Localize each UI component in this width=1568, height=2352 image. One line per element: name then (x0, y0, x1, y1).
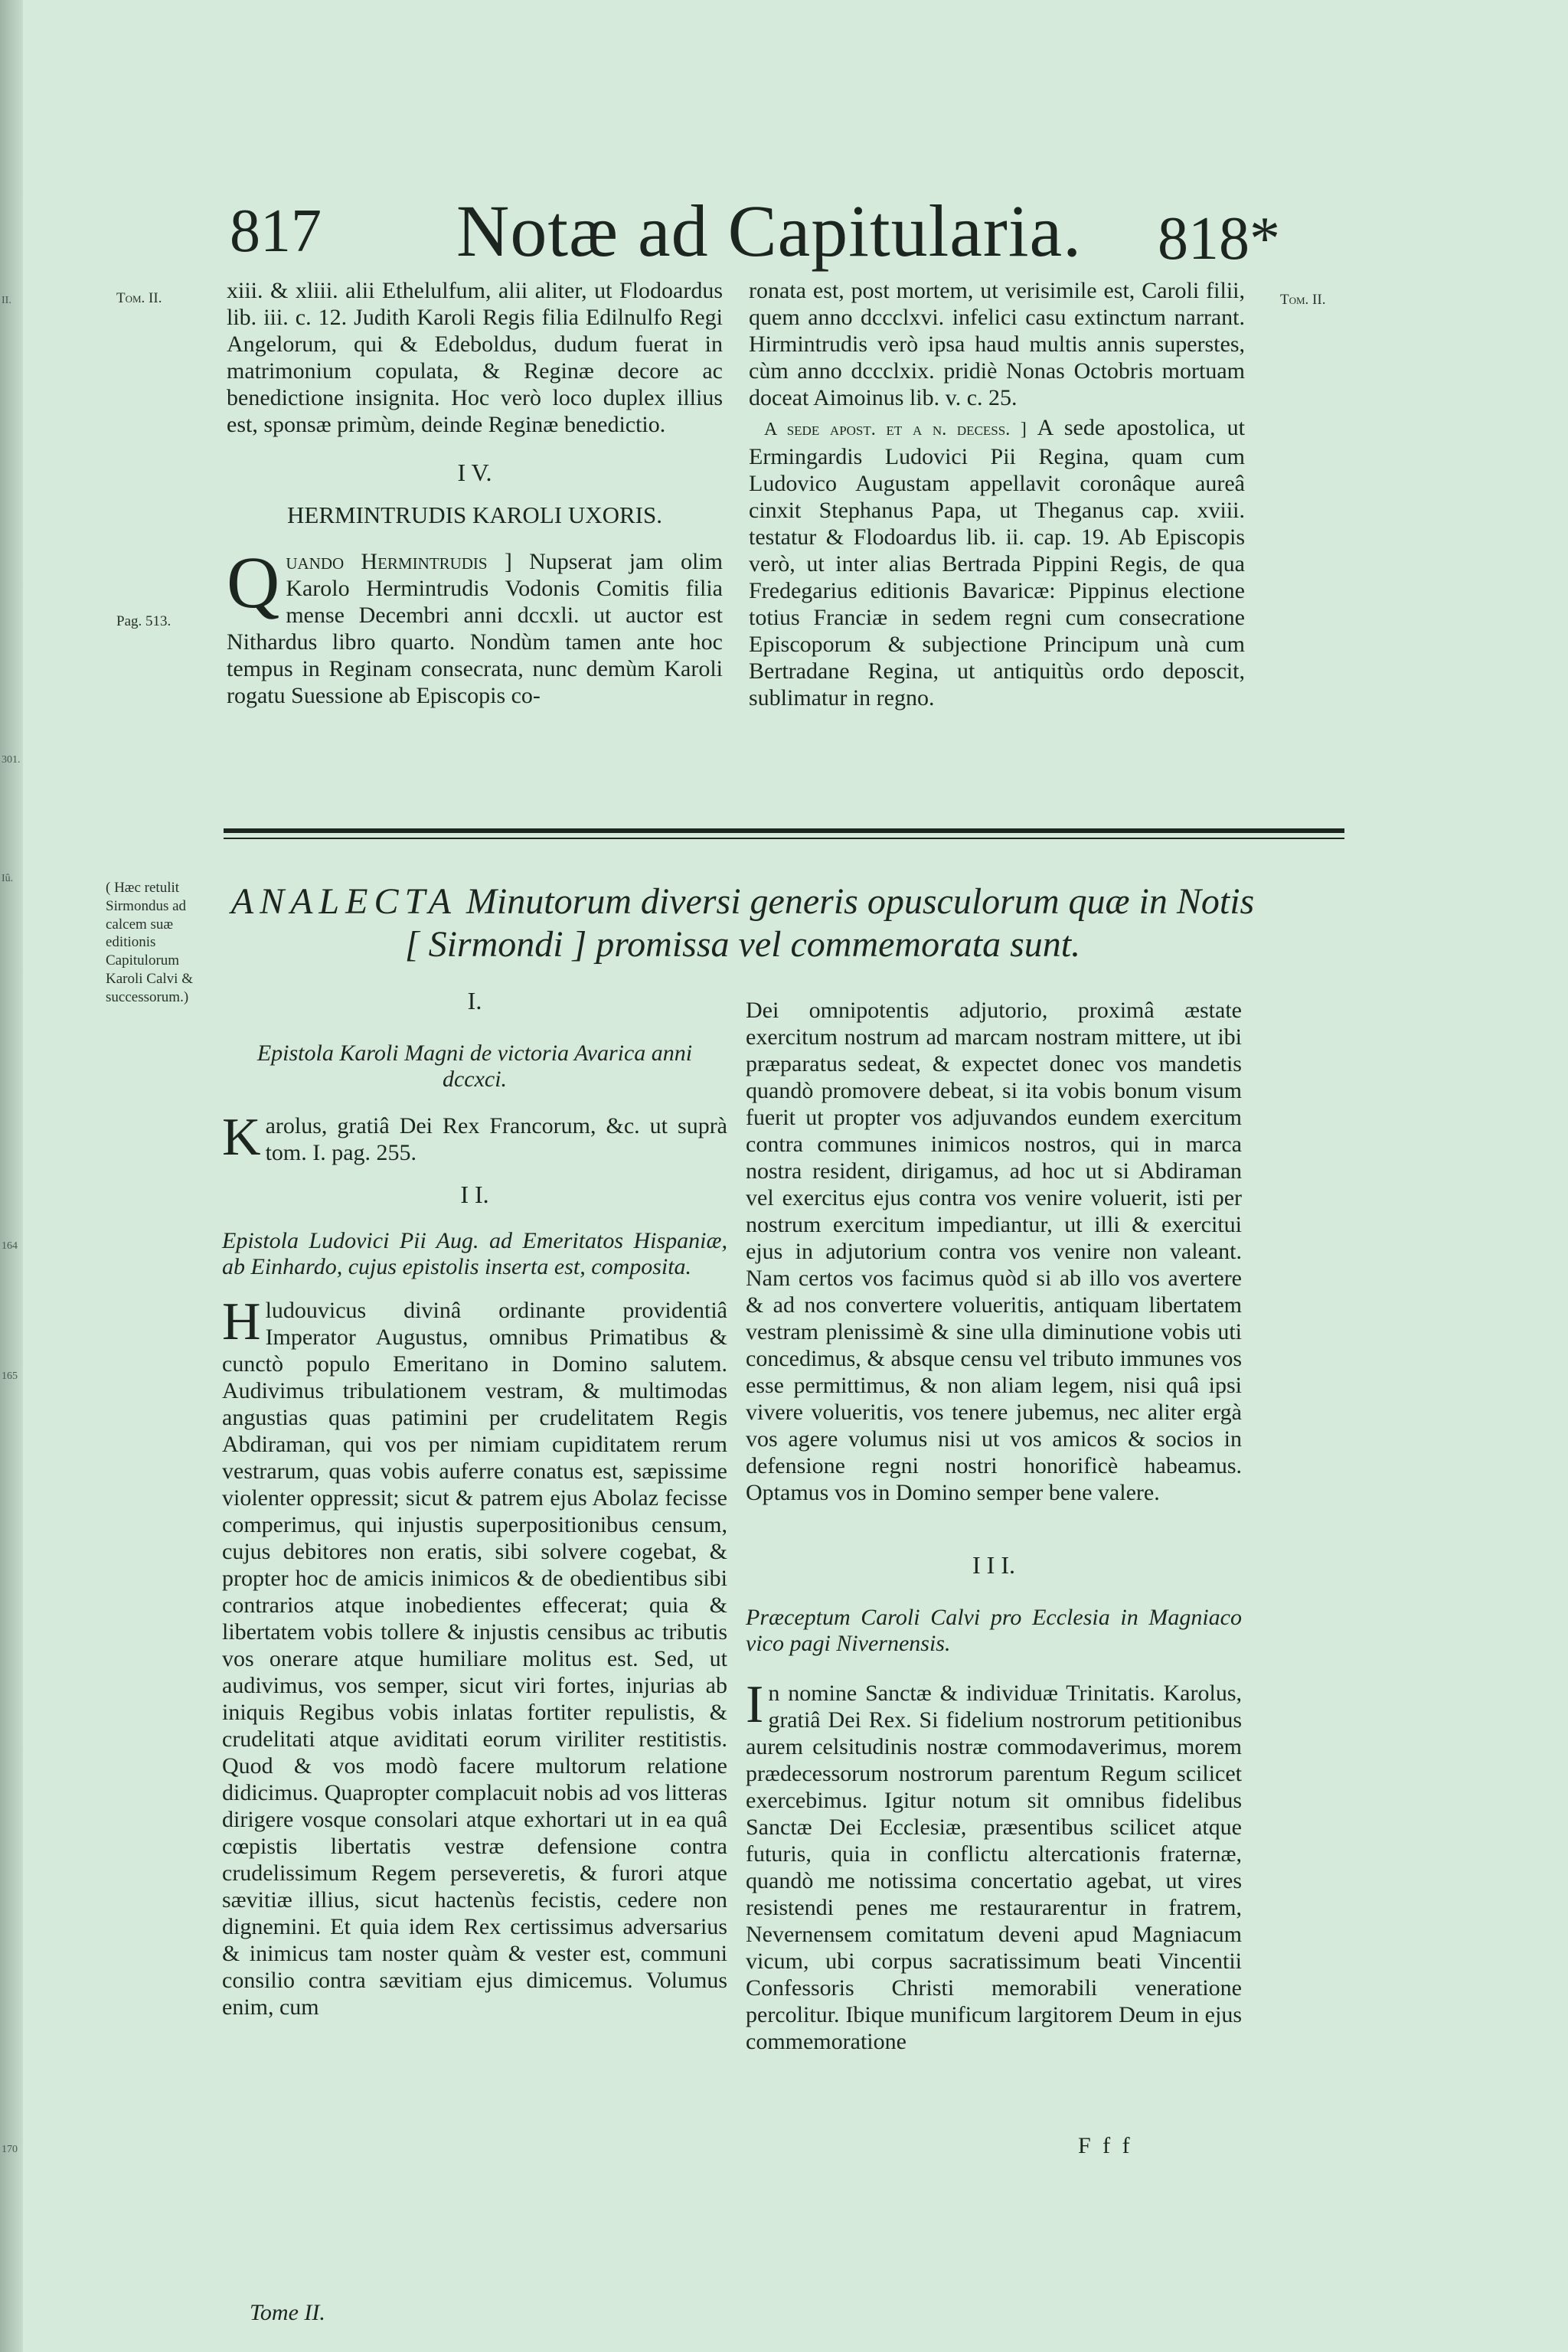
page-number-left: 817 (230, 198, 322, 265)
gutter-mark: 170 (2, 2144, 18, 2155)
footer-volume: Tome II. (250, 2300, 325, 2325)
margin-note: ( Hæc retulit Sirmondus ad calcem suæ editionis Capitulorum Karoli Calvi & successorum.) (106, 880, 193, 1005)
analecta-line1: Minutorum diversi generis opusculorum quæ in Notis (456, 881, 1255, 922)
lemma: uando Hermintrudis ] (286, 549, 530, 574)
paragraph-text: n nomine Sanctæ & individuæ Trinitatis. Karolus, gratiâ Dei Rex. Si fidelium nostrorum petitionibus aurem celsitudinis nostræ commodaverimus, morem prædecessorum nostrorum parentum Regum scilicet exercebimus. Igitur notum sit omnibus fidelibus Sanctæ Dei Ecclesiæ, præsentibus scilicet atque futuris, quia in conflictu altercationis fraternæ, quandò me notissima concertatio agebat, ut vires resistendi penes me restaurarentur in fratrem, Nevernensem comitatum deveni apud Magniacum vicum, ubi corpus sacratissimum beati Vincentii Confessoris Christi memorabili veneratione percolitur. Ibique munificum largitorem Deum in ejus commemoratione (746, 1681, 1242, 2054)
section-number: I I. (460, 1181, 489, 1208)
top-left-column (227, 277, 723, 709)
margin-tom-left: Tom. II. (116, 290, 162, 306)
section-number: I I I. (972, 1551, 1015, 1579)
page-title: Notæ ad Capitularia. (456, 190, 1083, 272)
paragraph-text: A sede apostolica, ut Ermingardis Ludovici Pii Regina, quam cum Ludovico Augustam appellavit coronâque aureâ cinxit Stephanus Papa, ut Theganus cap. xviii. testatur & Flodoardus lib. ii. cap. 19. Ab Episcopis verò, ut inter alias Bertrada Pippini Regis, de qua Fredegarius editionis Bavaricæ: Pippinus electione totius Franciæ in sedem regni cum consecratione Episcoporum & subjectione Principum unà cum Bertradane Regina, ut antiquitùs ordo deposcit, sublimatur in regno. (749, 415, 1245, 710)
bottom-right-column (746, 997, 1242, 2055)
section-number: I. (467, 987, 482, 1014)
margin-tom-right: Tom. II. (1280, 292, 1326, 308)
gutter-mark: 165 (2, 1370, 18, 1382)
paragraph-text: arolus, gratiâ Dei Rex Francorum, &c. ut suprà tom. I. pag. 255. (265, 1113, 727, 1165)
paragraph: Dei omnipotentis adjutorio, proximâ æstate exercitum nostrum ad marcam nostram mittere, ut ibi præparatus sedeat, & expectet donec vos mandetis quandò promovere debeat, si ita vobis bonum visum fuerit ut propter vos adjuvandos eundem exercitum contra communes inimicos nostros, qui in marca nostra resident, dirigamus, ad hoc ut si Abdiraman vel exercitus ejus contra vos venire voluerit, isti per nostrum exercitum impediantur, ut illi & exercitui ejus in adjutorium contra vos venire non valeant. Nam certos vos facimus quòd si ab illo vos avertere & ad nos convertere volueritis, antiquam libertatem vestram plenissimè & sine ulla diminutione vobis uti concedimus, & absque censu vel tributo immunes vos esse permittimus, & non aliam legem, nisi quâ ipsi vivere volueritis, vos tenere jubemus, nec aliter ergà vos agere volumus nisi ut vos amicos & socios in defensione regni nostri honorificè habeamus. Optamus vos in Domino semper bene valere. (746, 998, 1242, 1505)
footer-signature: F f f (1078, 2133, 1133, 2158)
drop-cap: Q (227, 541, 280, 623)
paragraph-text: Nupserat jam olim Karolo Hermintrudis Vodonis Comitis filia mense Decembri anni dccxli. ut auctor est Nithardus libro quarto. Nondùm tamen ante hoc tempus in Reginam consecrata, nunc demùm Karoli rogatu Suessione ab Episcopis co- (227, 549, 723, 708)
paragraph (746, 1675, 1242, 2055)
section-number: I V. (457, 459, 492, 486)
paragraph (222, 1292, 727, 2020)
analecta-line2: [ Sirmondi ] promissa vel commemorata sunt. (404, 924, 1081, 965)
separator-rule-thin (224, 838, 1344, 839)
paragraph (227, 541, 723, 709)
drop-cap: I (746, 1675, 764, 1734)
gutter-mark: 301. (2, 754, 21, 766)
section-title: Præceptum Caroli Calvi pro Ecclesia in Magniaco vico pagi Nivernensis. (746, 1605, 1242, 1656)
bottom-left-column (222, 988, 727, 2020)
top-right-column (749, 277, 1245, 711)
gutter-mark: 164 (2, 1240, 18, 1252)
margin-page-ref: Pag. 513. (116, 613, 172, 629)
page-number-right: 818* (1158, 205, 1280, 273)
analecta-caps: ANALECTA (230, 881, 457, 922)
paragraph: ronata est, post mortem, ut verisimile est, Caroli filii, quem anno dccclxvi. infelici casu extinctum narrant. Hirmintrudis verò ipsa haud multis annis superstes, cùm anno dccclxix. pridiè Nonas Octobris mortuam doceat Aimoinus lib. v. c. 25. (749, 278, 1245, 410)
section-title: Epistola Ludovici Pii Aug. ad Emeritatos Hispaniæ, ab Einhardo, cujus epistolis inserta est, composita. (222, 1228, 727, 1279)
analecta-heading (222, 880, 1263, 966)
paragraph: xiii. & xliii. alii Ethelulfum, alii aliter, ut Flodoardus lib. iii. c. 12. Judith Karoli Regis filia Edilnulfo Regi Angelorum, qui & Edeboldus, dudum fuerat in matrimonium copulata, & Reginæ decore ac benedictione insignita. Hoc verò loco duplex illius est, sponsæ primùm, deinde Reginæ benedictio. (227, 278, 723, 437)
paragraph (749, 414, 1245, 711)
gutter-mark: Iû. (2, 873, 14, 884)
separator-rule (224, 828, 1344, 833)
section-title: HERMINTRUDIS KAROLI UXORIS. (287, 501, 662, 528)
page-gutter (0, 0, 23, 2352)
paragraph-text: ludouvicus divinâ ordinante providentiâ Imperator Augustus, omnibus Primatibus & cunctò populo Emeritano in Domino salutem. Audivimus tribulationem vestram, & multimodas angustias quas patimini per crudelitatem Regis Abdiraman, qui vos per nimiam cupiditatem rerum vestrarum, quas vobis auferre conatus est, sæpissime violenter oppressit; sicut & patrem ejus Abolaz fecisse comperimus, qui injustis superpositionibus censum, cujus debitores non eratis, sibi solvere cogebat, & propter hoc de amicis inimicos & de obedientibus sibi contrarios atque inobedientes effecerat; quia & libertatem vobis tollere & injustis censibus ac tributis vos onerare atque humiliare molitus est. Sed, ut audivimus, vos semper, sicut viri fortes, injurias ab iniquis Regibus vobis inlatas fortiter repulistis, & crudelitati atque aviditati eorum viriliter restitistis. Quod & vos modò facere multorum relatione didicimus. Quapropter complacuit nobis ad vos litteras dirigere vosque consolari atque exhortari ut in ea quâ cœpistis libertatis vestræ defensione contra crudelissimum Regem perseveretis, & furori atque sævitiæ illius, sicut hactenùs fecistis, cedere non dignemini. Et quia idem Rex certissimus adversarius & inimicus tam noster quàm & vester est, communi consilio contra sævitiam ejus dimicemus. Volumus enim, cum (222, 1298, 727, 2020)
drop-cap: K (222, 1108, 261, 1167)
gutter-mark: II. (2, 295, 11, 306)
section-title: Epistola Karoli Magni de victoria Avarica anni dccxci. (256, 1040, 693, 1092)
lemma: A sede apost. et a n. decess. ] (764, 420, 1037, 439)
paragraph (222, 1108, 727, 1167)
drop-cap: H (222, 1292, 261, 1351)
